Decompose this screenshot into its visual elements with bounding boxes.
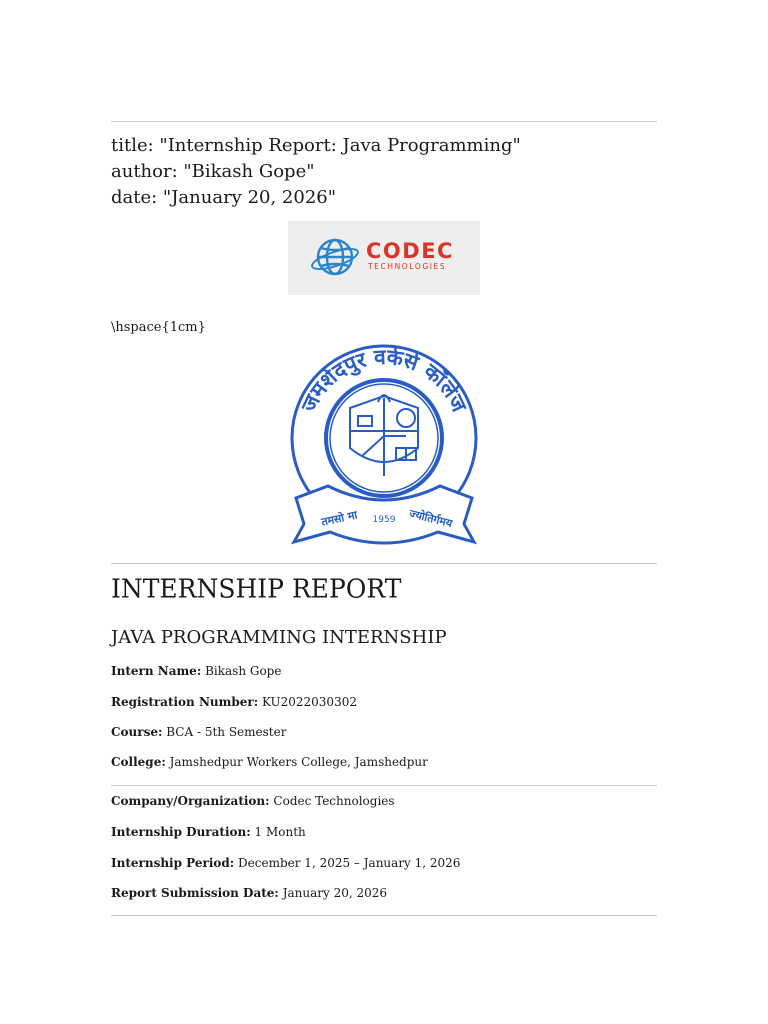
internship-period-field (111, 856, 460, 870)
field-value: KU2022030302 (261, 695, 357, 709)
seal-founding-year: 1959 (372, 515, 396, 525)
internship-duration-field (111, 825, 306, 839)
codec-wordmark: CODEC (366, 239, 454, 263)
top-divider (111, 121, 657, 122)
field-label: Internship Period: (111, 856, 235, 870)
college-seal-logo (288, 336, 479, 550)
field-value: Bikash Gope (205, 664, 282, 678)
front-matter (111, 133, 521, 211)
field-label: Company/Organization: (111, 794, 270, 808)
field-label: Registration Number: (111, 695, 259, 709)
codec-tagline: TECHNOLOGIES (368, 262, 447, 271)
course-field (111, 725, 286, 739)
company-field (111, 794, 395, 808)
field-value: Jamshedpur Workers College, Jamshedpur (169, 755, 428, 769)
codec-logo-graphic (288, 221, 480, 295)
report-subheading: JAVA PROGRAMMING INTERNSHIP (111, 627, 447, 648)
seal-college-name: जमशेदपुर वर्कर्स कॉलेज (296, 344, 472, 416)
seal-motto-left: तमसो मा (320, 508, 359, 529)
submission-date-field (111, 886, 387, 900)
title-line: title: "Internship Report: Java Programming" (111, 135, 521, 156)
field-label: Course: (111, 725, 163, 739)
field-value: Codec Technologies (273, 794, 395, 808)
section-divider (111, 563, 657, 564)
field-value: 1 Month (254, 825, 306, 839)
field-value: December 1, 2025 – January 1, 2026 (238, 856, 461, 870)
report-heading: INTERNSHIP REPORT (111, 573, 402, 604)
field-label: Report Submission Date: (111, 886, 279, 900)
details-divider (111, 785, 657, 786)
field-label: Intern Name: (111, 664, 202, 678)
field-label: College: (111, 755, 166, 769)
hspace-command-text: \hspace{1cm} (111, 320, 206, 335)
registration-number-field (111, 695, 357, 709)
field-value: BCA - 5th Semester (166, 725, 287, 739)
intern-name-field (111, 664, 281, 678)
college-field (111, 755, 428, 769)
bottom-divider (111, 915, 657, 916)
seal-small-year: १९५९ (376, 492, 392, 500)
field-label: Internship Duration: (111, 825, 251, 839)
date-line: date: "January 20, 2026" (111, 187, 336, 208)
seal-motto-right: ज्योतिर्गमय (408, 506, 454, 531)
field-value: January 20, 2026 (282, 886, 388, 900)
college-seal-graphic (288, 336, 479, 550)
codec-technologies-logo (288, 221, 480, 295)
author-line: author: "Bikash Gope" (111, 161, 315, 182)
